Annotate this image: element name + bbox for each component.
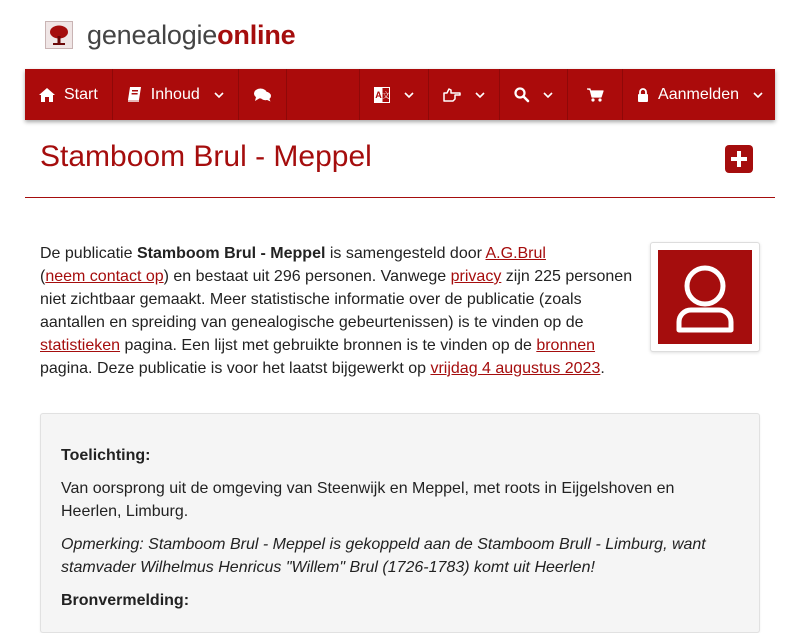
site-logo[interactable]: [45, 20, 295, 50]
explanation-note: Opmerking: Stamboom Brul - Meppel is gekoppeld aan de Stamboom Brull - Limburg, want stamvader Wilhelmus Henricus "Willem" Brul (1726-1783) komt uit Heerlen!: [61, 536, 706, 576]
intro-text: pagina. Een lijst met gebruikte bronnen is te vinden op de: [120, 337, 537, 354]
svg-text:A: A: [375, 89, 382, 100]
chevron-down-icon: [475, 92, 485, 98]
lock-icon: [637, 88, 649, 102]
intro-text: zijn 225 personen niet zichtbaar gemaakt. Meer statistische informatie over de publicatie (zoals aantallen en spreiding van genealogische gebeurtenissen) is te vinden op de: [40, 268, 633, 331]
intro-text: De publicatie: [40, 245, 137, 262]
nav-inhoud[interactable]: [113, 69, 239, 120]
nav-language[interactable]: [360, 69, 429, 120]
book-icon: [127, 87, 142, 102]
author-avatar-frame: [650, 242, 760, 352]
author-link[interactable]: A.G.Brul: [485, 245, 546, 262]
chevron-down-icon: [404, 92, 414, 98]
cart-icon: [587, 88, 603, 102]
chevron-down-icon: [753, 92, 763, 98]
logo-text: [87, 20, 295, 51]
contact-link[interactable]: neem contact op: [45, 268, 164, 285]
sources-link[interactable]: bronnen: [536, 337, 596, 354]
nav-cart[interactable]: [568, 69, 623, 120]
tree-icon: [45, 21, 73, 49]
source-heading: Bronvermelding:: [61, 592, 190, 609]
logo-text-genealogie: genealogie: [87, 19, 218, 50]
statistics-link[interactable]: statistieken: [40, 337, 121, 354]
nav-pointer[interactable]: [429, 69, 500, 120]
hand-point-icon: [443, 88, 461, 102]
intro-text: ) en bestaat uit 296 personen. Vanwege: [163, 268, 451, 285]
publication-name: Stamboom Brul - Meppel: [136, 245, 326, 262]
nav-inhoud-label: Inhoud: [150, 85, 200, 103]
home-icon: [39, 88, 55, 102]
privacy-link[interactable]: privacy: [450, 268, 502, 285]
language-icon: [374, 87, 390, 103]
last-updated-link[interactable]: vrijdag 4 augustus 2023: [430, 360, 601, 377]
nav-login[interactable]: [623, 69, 775, 120]
intro-text: is samengesteld door: [325, 245, 486, 262]
search-icon: [514, 87, 529, 102]
svg-text:文: 文: [382, 90, 391, 100]
user-avatar-icon: [658, 250, 752, 344]
explanation-description: Van oorsprong uit de omgeving van Steenwijk en Meppel, met roots in Eijgelshoven en Heerlen, Limburg.: [61, 480, 675, 520]
title-divider: [25, 197, 775, 198]
explanation-box: [40, 413, 760, 633]
intro-text: pagina. Deze publicatie is voor het laatst bijgewerkt op: [40, 360, 431, 377]
chevron-down-icon: [214, 92, 224, 98]
logo-text-online: online: [217, 19, 296, 50]
chevron-down-icon: [543, 92, 553, 98]
intro-text: .: [600, 360, 605, 377]
comments-icon: [254, 88, 271, 102]
publication-intro: [40, 242, 640, 380]
nav-search[interactable]: [500, 69, 568, 120]
page-title: Stamboom Brul - Meppel: [40, 140, 372, 173]
nav-start[interactable]: [25, 69, 113, 120]
main-navbar: [25, 69, 775, 120]
nav-spacer: [287, 69, 360, 120]
nav-start-label: Start: [64, 85, 98, 103]
nav-forum[interactable]: [239, 69, 287, 120]
explanation-heading: Toelichting:: [61, 447, 151, 464]
plus-square-icon[interactable]: [725, 145, 753, 173]
nav-login-label: Aanmelden: [658, 85, 739, 103]
intro-text: (: [40, 268, 46, 285]
